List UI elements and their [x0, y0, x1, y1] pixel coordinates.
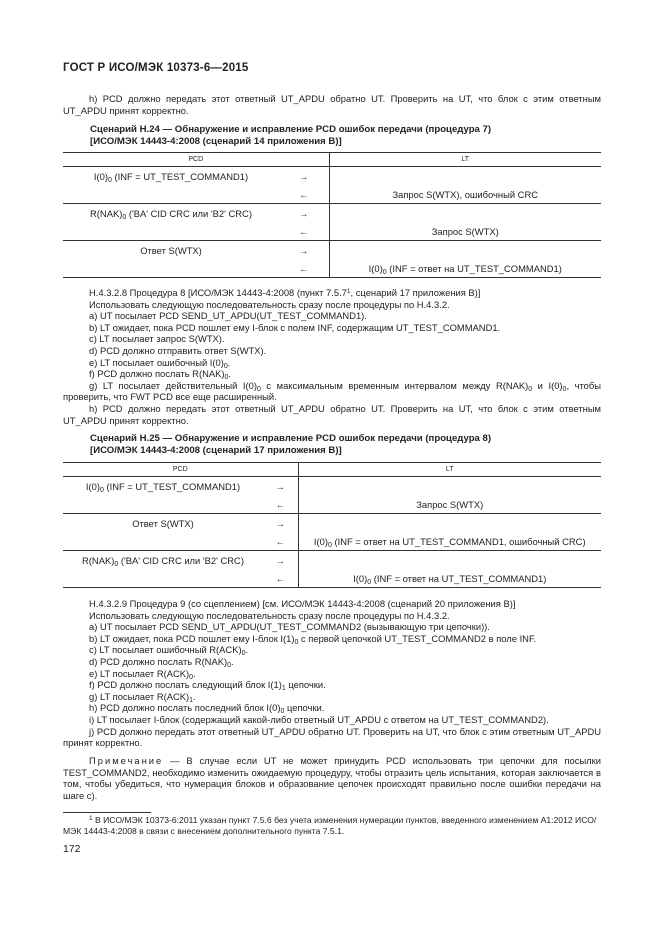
list-item: i) LT посылает I-блок (содержащий какой-либо ответный UT_APDU с ответом на UT_TEST_COMMAND2).	[89, 713, 549, 725]
lt-cell: Запрос S(WTX)	[416, 498, 484, 510]
arrow-right-icon: →	[263, 477, 298, 496]
footnote-divider	[63, 812, 151, 813]
section-h4328	[63, 287, 601, 426]
column-header-pcd: PCD	[63, 463, 298, 477]
page-header: ГОСТ Р ИСО/МЭК 10373-6—2015	[63, 62, 249, 74]
list-item: d) PCD должно отправить ответ S(WTX).	[89, 344, 267, 356]
caption-line-1: Сценарий Н.25 — Обнаружение и исправление PCD ошибок передачи (процедура 8)	[90, 433, 492, 444]
list-item: Использовать следующую последовательность сразу после процедуры по Н.4.3.2.	[89, 609, 450, 621]
pcd-cell: $R(NAK)_0$ ('BA' CID CRC или 'B2' CRC)	[63, 204, 279, 223]
table-row	[63, 477, 601, 496]
list-item: e) LT посылает ошибочный $I(0)_0$.	[89, 356, 231, 370]
arrow-right-icon: →	[279, 241, 329, 260]
lt-cell: $I(0)_0$ (INF = ответ на UT_TEST_COMMAND1)	[329, 259, 601, 278]
lt-cell	[329, 204, 601, 223]
table-row	[63, 495, 601, 514]
table-row	[63, 259, 601, 278]
list-item: g) LT посылает действительный $I(0)_0$ с максимальным временным интервалом между $R(NAK)_0$ и $I(0)_0$, чтобы проверить, что FWT PCD все еще расширенный.	[63, 379, 601, 403]
intro-paragraph: h) PCD должно передать этот ответный UT_APDU обратно UT. Проверить на UT, что блок с этим ответным UT_APDU принят корректно.	[63, 93, 601, 116]
lt-cell	[298, 477, 601, 496]
arrow-left-icon: ←	[279, 259, 329, 278]
list-item: a) UT посылает PCD SEND_UT_APDU(UT_TEST_COMMAND2 (вызывающую три цепочки)).	[89, 621, 490, 633]
table-row	[63, 514, 601, 533]
list-item: Использовать следующую последовательность сразу после процедуры по Н.4.3.2.	[89, 298, 450, 310]
arrow-right-icon: →	[279, 204, 329, 223]
arrow-right-icon: →	[279, 167, 329, 186]
list-item: b) LT ожидает, пока PCD пошлет ему I-блок с полем INF, содержащим UT_TEST_COMMAND1.	[89, 321, 501, 333]
list-item: d) PCD должно послать $R(NAK)_0$.	[89, 655, 234, 669]
lt-cell: $I(0)_0$ (INF = ответ на UT_TEST_COMMAND1)	[298, 569, 601, 588]
pcd-cell	[63, 222, 279, 241]
lt-cell	[329, 241, 601, 260]
arrow-right-icon: →	[263, 551, 298, 570]
pcd-cell: $R(NAK)_0$ ('BA' CID CRC или 'B2' CRC)	[63, 551, 263, 570]
list-item: f) PCD должно послать следующий блок $I(1)_1$ цепочки.	[89, 679, 326, 693]
caption-line-2: [ИСО/МЭК 14443-4:2008 (сценарий 17 приложения В)]	[90, 445, 342, 456]
list-item: g) LT посылает $R(ACK)_1$.	[89, 690, 196, 704]
list-item: h) PCD должно передать этот ответный UT_APDU обратно UT. Проверить на UT, что блок с этим ответным UT_APDU принят корректно.	[63, 402, 601, 426]
arrow-left-icon: ←	[279, 222, 329, 241]
list-item: h) PCD должно послать последний блок $I(0)_0$ цепочки.	[89, 702, 325, 716]
arrow-right-icon: →	[263, 514, 298, 533]
table-row	[63, 222, 601, 241]
scenario-24-table	[63, 152, 601, 278]
lt-cell: Запрос S(WTX)	[431, 225, 499, 237]
section-h4329	[63, 598, 601, 749]
lt-cell	[298, 514, 601, 533]
pcd-cell: Ответ S(WTX)	[63, 241, 279, 260]
note-paragraph: Примечание — В случае если UT не может принудить PCD использовать три цепочки для посылки TEST_COMMAND2, необходимо изменить ожидаемую процедуру, чтобы отразить цель испытания, которая заключается в том, чтобы убедиться, что нумерация блоков и образование цепочек происходят правильно после ошибки передачи на шаге с).	[63, 755, 601, 801]
page-number: 172	[63, 843, 81, 855]
table-row	[63, 569, 601, 588]
table-row	[63, 551, 601, 570]
list-item: j) PCD должно передать этот ответный UT_APDU обратно UT. Проверить на UT, что блок с этим ответным UT_APDU принят корректно.	[63, 725, 601, 749]
pcd-cell: $I(0)_0$ (INF = UT_TEST_COMMAND1)	[63, 477, 263, 496]
arrow-left-icon: ←	[263, 495, 298, 514]
caption-line-2: [ИСО/МЭК 14443-4:2008 (сценарий 14 приложения В)]	[90, 136, 342, 147]
list-item: e) LT посылает $R(ACK)_0$.	[89, 667, 196, 681]
list-item: c) LT посылает запрос S(WTX).	[89, 333, 225, 345]
list-item: f) PCD должно послать $R(NAK)_0$.	[89, 368, 231, 382]
pcd-cell: $I(0)_0$ (INF = UT_TEST_COMMAND1)	[63, 167, 279, 186]
pcd-cell	[63, 495, 263, 514]
arrow-left-icon: ←	[279, 185, 329, 204]
lt-cell: $I(0)_0$ (INF = ответ на UT_TEST_COMMAND1, ошибочный CRC)	[313, 535, 586, 549]
table-row	[63, 167, 601, 186]
lt-cell	[298, 551, 601, 570]
footnote: $^1$ В ИСО/МЭК 10373-6:2011 указан пункт 7.5.6 без учета изменения нумерации пунктов, введенного изменением А1:2012 ИСО/МЭК 14443-4:2008 в связи с внесением дополнительного пункта 7.5.1.	[63, 815, 597, 836]
column-header-lt: LT	[329, 153, 601, 167]
section-title: Н.4.3.2.9 Процедура 9 (со сцеплением) [см. ИСО/МЭК 14443-4:2008 (сценарий 20 приложения В)]	[89, 598, 516, 609]
list-item: b) LT ожидает, пока PCD пошлет ему I-блок $I(1)_0$ с первой цепочкой UT_TEST_COMMAND2 в поле INF.	[89, 632, 537, 646]
arrow-left-icon: ←	[263, 569, 298, 588]
scenario-24-caption	[90, 124, 491, 148]
table-row	[63, 204, 601, 223]
pcd-cell	[63, 259, 279, 278]
list-item: c) LT посылает ошибочный $R(ACK)_0$.	[89, 644, 249, 658]
pcd-cell: Ответ S(WTX)	[63, 514, 263, 533]
scenario-25-caption	[90, 433, 491, 457]
arrow-left-icon: ←	[263, 532, 298, 551]
caption-line-1: Сценарий Н.24 — Обнаружение и исправление PCD ошибок передачи (процедура 7)	[90, 124, 492, 135]
pcd-cell	[63, 532, 263, 551]
lt-cell	[329, 167, 601, 186]
section-title: Н.4.3.2.8 Процедура 8 [ИСО/МЭК 14443-4:2008 (пункт 7.5.7$^1$, сценарий 17 приложения В)]	[89, 287, 481, 298]
note-label: Примечание	[89, 755, 164, 766]
list-item: a) UT посылает PCD SEND_UT_APDU(UT_TEST_COMMAND1).	[89, 310, 367, 322]
pcd-cell	[63, 569, 263, 588]
table-row	[63, 532, 601, 551]
table-row	[63, 185, 601, 204]
column-header-lt: LT	[298, 463, 601, 477]
scenario-25-table	[63, 462, 601, 588]
pcd-cell	[63, 185, 279, 204]
lt-cell: Запрос S(WTX), ошибочный CRC	[392, 188, 538, 200]
column-header-pcd: PCD	[63, 153, 329, 167]
table-row	[63, 241, 601, 260]
